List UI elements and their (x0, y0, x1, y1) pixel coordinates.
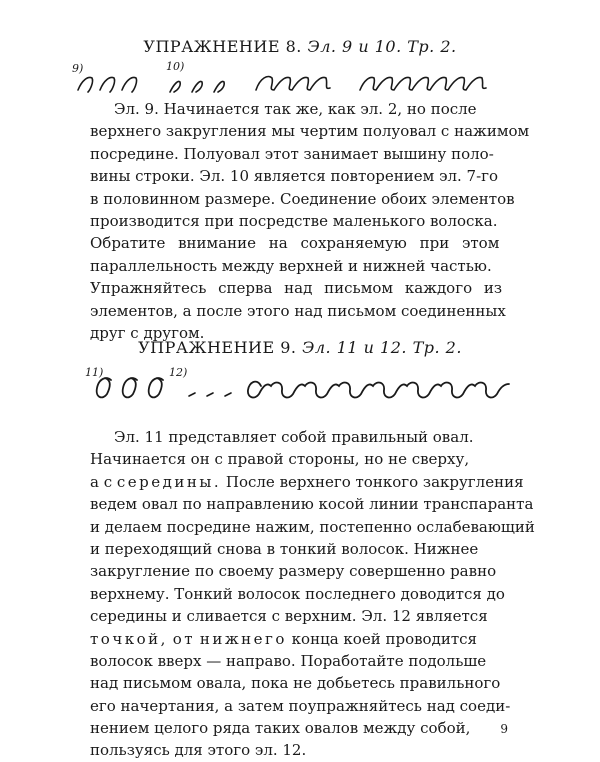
text-line: ведем овал по направлению косой линии транспаранта (90, 495, 534, 514)
text-line: в половинном размере. Соединение обоих элементов (90, 189, 515, 208)
text-line: друг с другом. (90, 323, 205, 342)
text-fragment: а с (90, 472, 113, 491)
exercise-9-script-sample (80, 362, 540, 406)
page-number: 9 (500, 722, 508, 736)
text-line: Упражняйтесь сперва над письмом каждого из (90, 279, 503, 298)
element-12-marker: 12) (169, 366, 188, 379)
exercise-9-heading (0, 338, 600, 357)
element-11-marker: 11) (85, 366, 104, 379)
text-fragment: конца коей проводится (291, 629, 477, 648)
text-line: Обратите внимание на сохраняемую при этом (90, 234, 500, 253)
emphasized-word: от (172, 629, 196, 648)
exercise-9-title: УПРАЖНЕНИЕ 9. (138, 338, 297, 357)
text-line: элементов, а после этого над письмом соединенных (90, 301, 506, 320)
text-line: верхнему. Тонкий волосок последнего доводится до (90, 584, 505, 603)
element-10-marker: 10) (166, 60, 185, 73)
exercise-8-text (90, 98, 530, 344)
text-line: вины строки. Эл. 10 является повторением эл. 7-го (90, 167, 499, 186)
exercise-8-heading (0, 37, 600, 56)
emphasized-word: середины. (116, 472, 222, 491)
element-9-strokes (78, 78, 137, 93)
element-12-dots (189, 393, 231, 396)
exercise-8-refs: Эл. 9 и 10. Тр. 2. (307, 37, 457, 56)
text-line: волосок вверх — направо. Поработайте подольше (90, 651, 487, 670)
connected-strokes-long (360, 78, 486, 91)
text-line: над письмом овала, пока не добьетесь правильного (90, 674, 501, 693)
text-fragment: После верхнего тонкого закругления (225, 472, 524, 491)
text-line: производится при посредстве маленького волоска. (90, 211, 498, 230)
text-line: и переходящий снова в тонкий волосок. Нижнее (90, 539, 479, 558)
element-9-marker: 9) (72, 62, 84, 75)
text-line: закругление по своему размеру совершенно равно (90, 562, 497, 581)
connected-ovals (248, 382, 509, 398)
emphasized-word: нижнего (199, 629, 287, 648)
text-line: верхнего закругления мы чертим полуовал с нажимом (90, 122, 530, 141)
exercise-9-refs: Эл. 11 и 12. Тр. 2. (302, 338, 462, 357)
text-line: и делаем посредине нажим, постепенно ослабевающий (90, 517, 535, 536)
text-line: середины и сливается с верхним. Эл. 12 является (90, 607, 488, 626)
text-line: параллельность между верхней и нижней частью. (90, 256, 492, 275)
text-line: пользуясь для этого эл. 12. (90, 741, 307, 760)
text-line: Эл. 9. Начинается так же, как эл. 2, но после (114, 100, 477, 118)
text-line: нением целого ряда таких овалов между собой, (90, 719, 471, 738)
emphasized-word: точкой, (90, 629, 168, 648)
text-line: Начинается он с правой стороны, но не сверху, (90, 450, 470, 469)
text-line: его начертания, а затем поупражняйтесь над соеди- (90, 696, 511, 715)
element-11-ovals (97, 378, 163, 397)
exercise-8-script-sample (70, 58, 530, 98)
text-line: посредине. Полуовал этот занимает вышину поло- (90, 144, 494, 163)
text-line (90, 471, 524, 493)
text-line: Эл. 11 представляет собой правильный овал. (114, 428, 474, 446)
connected-strokes-short (256, 77, 330, 91)
exercise-8-title: УПРАЖНЕНИЕ 8. (143, 37, 302, 56)
exercise-9-text (90, 426, 535, 762)
element-10-strokes (170, 81, 224, 92)
text-line (90, 628, 500, 650)
